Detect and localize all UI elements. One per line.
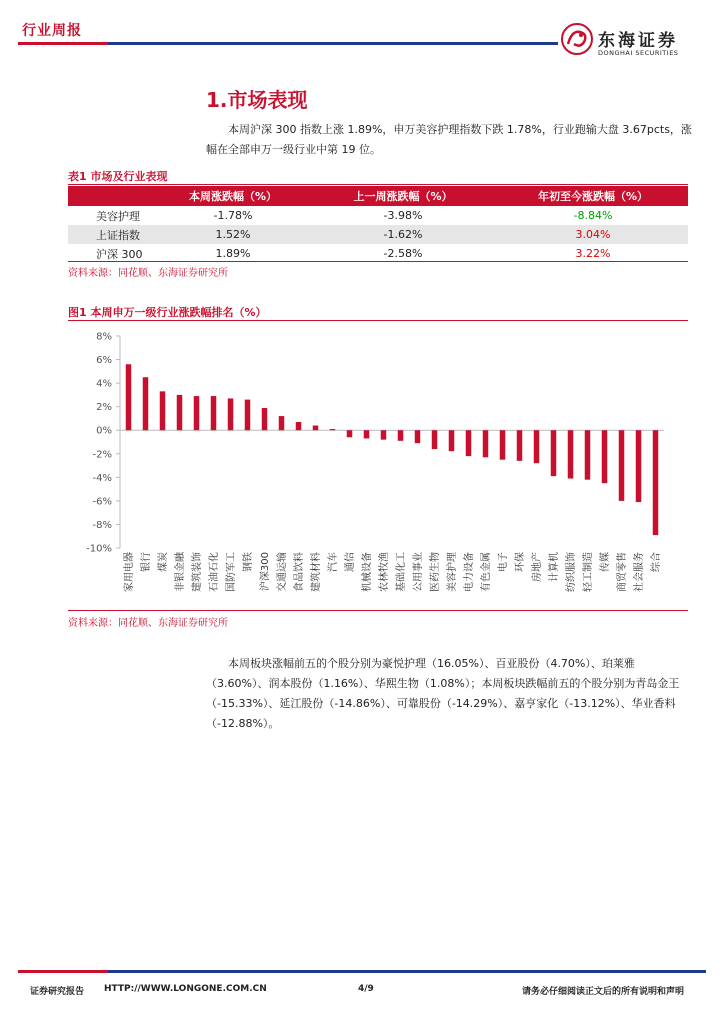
y-tick-label: -10% — [86, 543, 112, 555]
page-number: 4/9 — [358, 984, 374, 994]
bar — [177, 395, 183, 430]
row-week: 1.52% — [158, 225, 308, 244]
x-tick-label: 美容护理 — [447, 552, 458, 592]
x-tick-label: 传媒 — [600, 552, 611, 572]
footer-disclaimer: 请务必仔细阅读正文后的所有说明和声明 — [522, 987, 685, 997]
chart-svg — [68, 326, 688, 606]
x-tick-label: 汽车 — [328, 552, 339, 572]
bar — [143, 377, 149, 430]
x-tick-label: 纺织服饰 — [566, 552, 577, 592]
x-tick-label: 电力设备 — [464, 552, 475, 592]
x-tick-label: 农林牧渔 — [379, 552, 390, 592]
stocks-paragraph: 本周板块涨幅前五的个股分别为豪悦护理（16.05%）、百亚股份（4.70%）、珀莱雅（3.60%）、润本股份（1.16%）、华熙生物（1.08%）；本周板块跌幅前五的个股分别为青岛金王（-15.33%）、延江股份（-14.86%）、可靠股份（-14.29%）、嘉亨家化（-13.12%）、华业香料（-12.88%）。 — [206, 657, 680, 730]
bar — [245, 400, 251, 431]
x-tick-label: 医药生物 — [430, 552, 441, 592]
figure-caption-rule — [68, 320, 688, 321]
table-header-cell — [68, 186, 158, 206]
bar — [211, 396, 217, 430]
row-week: -1.78% — [213, 209, 253, 222]
x-tick-label: 银行 — [141, 552, 152, 572]
bar — [279, 416, 285, 430]
seal-icon — [560, 22, 594, 56]
table-header-cell: 上一周涨跌幅（%） — [308, 186, 498, 206]
footer-url[interactable]: HTTP://WWW.LONGONE.COM.CN — [104, 984, 267, 994]
bar — [636, 430, 642, 502]
x-tick-label: 社会服务 — [634, 552, 645, 592]
row-ytd: -8.84% — [573, 209, 613, 222]
x-tick-label: 交通运输 — [277, 552, 288, 592]
industry-bar-chart — [68, 326, 688, 606]
table-source: 资料来源：同花顺、东海证券研究所 — [68, 268, 228, 279]
bar — [602, 430, 608, 483]
bar — [228, 398, 234, 430]
bar — [330, 429, 336, 430]
bar — [347, 430, 353, 437]
table-header-row — [68, 186, 688, 206]
y-tick-label: -4% — [92, 472, 112, 484]
bar — [466, 430, 472, 456]
report-type-label: 行业周报 — [22, 23, 82, 39]
footer-label: 证券研究报告 — [30, 987, 85, 997]
x-tick-label: 机械设备 — [362, 552, 373, 592]
row-name: 美容护理 — [96, 209, 140, 223]
bar — [296, 422, 302, 430]
row-ytd: 3.04% — [498, 225, 688, 244]
x-tick-label: 建筑装饰 — [192, 552, 203, 592]
x-tick-label: 公用事业 — [413, 552, 424, 592]
row-prev: -3.98% — [383, 209, 423, 222]
bar — [194, 396, 200, 430]
bar — [160, 391, 166, 430]
company-logo — [560, 22, 710, 62]
bar — [568, 430, 574, 478]
section-title: 1.市场表现 — [206, 88, 308, 112]
logo-cn: 东海证券 — [598, 31, 678, 51]
row-week: 1.89% — [215, 247, 251, 260]
bar — [415, 430, 421, 443]
y-tick-label: 8% — [96, 331, 112, 343]
x-tick-label: 商贸零售 — [617, 552, 628, 592]
logo-en: DONGHAI SECURITIES — [598, 49, 679, 57]
x-tick-label: 基础化工 — [396, 552, 407, 592]
x-tick-label: 非银金融 — [175, 552, 186, 592]
y-tick-label: -2% — [92, 449, 112, 461]
x-tick-label: 房地产 — [532, 552, 543, 582]
bar — [534, 430, 540, 463]
bar — [262, 408, 268, 430]
x-tick-label: 综合 — [651, 552, 662, 572]
x-tick-label: 家用电器 — [124, 552, 135, 592]
bar — [551, 430, 557, 476]
table-bottom-rule — [68, 261, 688, 262]
table-caption-rule — [68, 184, 688, 185]
bar — [364, 430, 370, 438]
bar — [585, 430, 591, 479]
y-tick-label: -8% — [92, 519, 112, 531]
bar — [483, 430, 489, 457]
header-rule — [18, 42, 558, 45]
x-tick-label: 煤炭 — [158, 552, 169, 572]
y-tick-label: 6% — [96, 355, 112, 367]
bar — [517, 430, 523, 461]
x-tick-label: 通信 — [345, 552, 356, 572]
bar — [500, 430, 506, 459]
table-row — [68, 225, 688, 244]
market-table — [68, 186, 688, 263]
bar — [398, 430, 404, 441]
bar — [653, 430, 659, 535]
row-prev: -2.58% — [383, 247, 423, 260]
x-tick-label: 有色金属 — [481, 552, 492, 592]
x-tick-label: 环保 — [515, 552, 526, 572]
bar — [432, 430, 438, 449]
bar — [619, 430, 625, 501]
bar — [381, 430, 387, 439]
row-ytd: 3.22% — [575, 247, 611, 260]
figure-caption: 图1 本周申万一级行业涨跌幅排名（%） — [68, 306, 267, 319]
footer-rule — [18, 970, 706, 973]
table-header-cell: 本周涨跌幅（%） — [158, 186, 308, 206]
row-name: 上证指数 — [68, 225, 158, 244]
bar — [313, 426, 319, 431]
y-tick-label: 4% — [96, 378, 112, 390]
table-caption: 表1 市场及行业表现 — [68, 170, 168, 183]
x-tick-label: 电子 — [498, 552, 509, 572]
bar — [126, 364, 132, 430]
intro-paragraph: 本周沪深 300 指数上涨 1.89%，申万美容护理指数下跌 1.78%，行业跑输大盘 3.67pcts，涨幅在全部申万一级行业中第 19 位。 — [206, 123, 692, 156]
x-tick-label: 沪深300 — [260, 552, 271, 592]
row-name: 沪深 300 — [96, 247, 143, 261]
x-tick-label: 计算机 — [549, 552, 560, 582]
figure-bottom-rule — [68, 610, 688, 611]
table-header-cell: 年初至今涨跌幅（%） — [498, 186, 688, 206]
y-tick-label: 0% — [96, 425, 112, 437]
y-tick-label: -6% — [92, 496, 112, 508]
x-tick-label: 建筑材料 — [311, 552, 322, 592]
x-tick-label: 国防军工 — [226, 552, 237, 592]
row-prev: -1.62% — [308, 225, 498, 244]
x-tick-label: 钢铁 — [243, 552, 254, 572]
bar — [449, 430, 455, 451]
y-tick-label: 2% — [96, 402, 112, 414]
x-tick-label: 石油石化 — [209, 552, 220, 592]
x-tick-label: 食品饮料 — [294, 552, 305, 592]
x-tick-label: 轻工制造 — [583, 552, 594, 592]
table-row — [68, 206, 688, 225]
figure-source: 资料来源：同花顺、东海证券研究所 — [68, 618, 228, 629]
